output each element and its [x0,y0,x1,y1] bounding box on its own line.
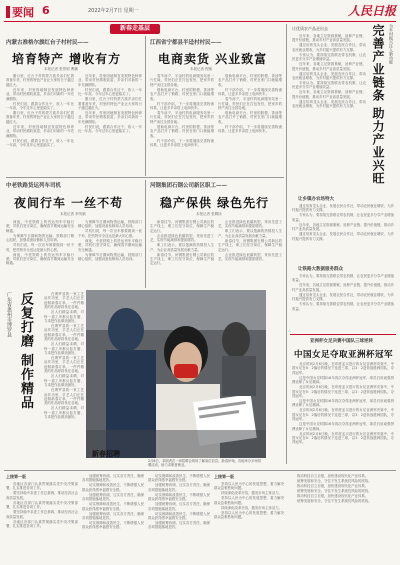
paragraph: 企业推进绿色低碳转型，采用先进工艺，实现节能减排和提质增效。 [150,233,214,243]
paragraph: 匠人们精益求精，对每一道工序都反复打磨，力求把作品做到最好。 [44,342,84,356]
masthead [0,0,400,22]
article-byline: 本报记者 李茂颖 [60,212,86,216]
paragraph: 职工们表示，要以饱满的热情投入生产，为企业高质量发展贡献力量。 [150,243,214,252]
paragraph: 切实保障和改善民生，不断增强人民群众获得感幸福感安全感。 [82,521,144,530]
paragraph: 近年来，村里因地制宜发展特色种养业，带动村民增收致富，乡亲们对新的一年充满期待。 [78,74,142,87]
bottom-column [214,474,284,562]
paragraph: 借助电商平台，村里的脐橙、茶油等农产品打开了销路，村民在家门口就能增收。 [218,111,282,124]
article-headline: 中国女足夺取亚洲杯冠军 [294,350,394,360]
article-kicker: 江西省宁都县半迳村村民—— [150,40,222,46]
paragraph: 切实保障和改善民生，不断增强人民群众获得感幸福感安全感。 [148,474,210,483]
article-body [150,74,214,174]
article-headline: 培育特产 增收有方 [12,52,122,66]
paragraph: 通过培育龙头企业、发展农民合作社，带动农民就业增收，为乡村振兴提供有力支撑。 [292,292,394,302]
paragraph: 北京时间2月6日晚，在印度孟买进行的女足亚洲杯决赛中，中国女足在0：2落后的情况下连进三球，以3：2逆转战胜韩国队，夺得冠军。 [292,362,394,375]
photo-illustration [86,290,266,458]
article-body [292,362,394,466]
page-number: 6 [42,4,50,17]
paragraph: 深夜，中老铁路上的货运列车平稳行驶，司机们坚守岗位，确保春节期间运输安全畅通。 [6,220,74,233]
paragraph: 各地区各部门认真贯彻落实党中央决策部署，扎实推进各项工作。 [6,500,78,510]
paragraph: 企业推进绿色低碳转型，采用先进工艺，实现节能减排和提质增效。 [218,252,282,262]
article-kicker: 亚洲杯女足决赛中国队三球逆转 [310,339,373,344]
paragraph: 通过培育龙头企业、发展农民合作社，带动农民就业增收，为乡村振兴提供有力支撑。 [292,71,366,81]
newspaper-logo: 人民日报 [348,4,397,18]
section-marker [6,6,10,18]
article-byline: 本报记者 程焕 [190,67,213,71]
paragraph: 春节前夕，半迳村的电商服务站里一片忙碌，村民们正在打包发货，把家乡的特产卖往全国各地。 [150,74,214,87]
paragraph: 村民们说，跟着合作社干，收入一年比一年高，今年过年心里更踏实了。 [78,124,142,134]
article-body [292,204,394,264]
paragraph: 村民们说，跟着合作社干，收入一年比一年高，今年过年心里更踏实了。 [6,138,74,148]
paragraph: 各地区各部门认真贯彻落实党中央决策部署，扎实推进各项工作。 [6,519,78,529]
paragraph: 专家认为，要持续完善联农带农机制，让农民更多分享产业增值收益。 [292,274,394,283]
paragraph: 加强统筹协调，压实各方责任，确保各项措施落地见效。 [82,511,144,521]
paragraph: 推动科技自立自强，加快建设现代化产业体系。 [297,484,369,488]
paragraph: 在博罗县的一家工艺品作坊里，手艺人们正在赶制新春订单，一件件精美的作品即将发往各地。 [44,356,84,374]
paragraph: 这是中国女足时隔16年再次夺得亚洲杯冠军，球员们用顽强拼搏诠释了女足精神。 [292,375,394,385]
article-body [6,74,74,174]
paragraph: 村干部介绍，下一步将继续完善物流体系，让更多乡亲搭上电商快车。 [150,101,214,111]
paragraph: 持续深化改革开放，激发市场主体活力。 [221,491,283,496]
photo-title: 新春招聘 [92,449,120,458]
column-divider [145,36,146,176]
paragraph: 新春佳节，河钢集团石钢公司新区的生产线上，职工们坚守岗位，保障生产稳定运行。 [218,238,282,252]
paragraph: 统筹发展和安全，守住不发生系统性风险的底线。 [297,489,372,493]
section-title: 要闻 [12,6,34,19]
paragraph: 近年来，各地立足资源禀赋，延伸产业链、提升价值链，推动乡村产业高质量发展。 [292,283,394,292]
article-body [78,220,142,288]
article-kicker: 广东省惠州市博罗县 [6,292,12,337]
paragraph: 近年来，村里因地制宜发展特色种养业，带动村民增收致富，乡亲们对新的一年充满期待。 [78,111,142,124]
bottom-section-rule [4,470,396,471]
paragraph: 为保障节日期间物资运输，铁路部门精心组织，加强设备检修和人员培训。 [6,233,74,243]
paragraph: 切实保障和改善民生，不断增强人民群众获得感幸福感安全感。 [82,483,144,492]
paragraph: 统筹发展和安全，守住不发生系统性风险的底线。 [297,499,372,503]
paragraph: 村干部介绍，下一步将继续完善物流体系，让更多乡亲搭上电商快车。 [218,124,282,134]
paragraph: 司机们说，每一次出车都要做到一丝不苟，把货物安全送达是最大的心愿。 [6,243,74,252]
paragraph: 村民们说，跟着合作社干，收入一年比一年高，今年过年心里更踏实了。 [78,87,142,97]
section-divider [6,177,284,178]
paragraph: 统筹发展和安全，守住不发生系统性风险的底线。 [297,479,372,483]
bottom-column [290,474,394,562]
paragraph: 北京时间2月6日晚，在印度孟买进行的女足亚洲杯决赛中，中国女足在0：2落后的情况下连进三球，以3：2逆转战胜韩国队，夺得冠军。 [292,385,394,399]
paragraph: 春节前夕，半迳村的电商服务站里一片忙碌，村民们正在打包发货，把家乡的特产卖往全国各地。 [150,111,214,124]
paragraph: 坚持以人民为中心的发展思想，着力解决群众急难愁盼问题。 [214,482,284,491]
paragraph: 借助电商平台，村里的脐橙、茶油等农产品打开了销路，村民在家门口就能增收。 [150,124,214,138]
paragraph: 为保障节日期间物资运输，铁路部门精心组织，加强设备检修和人员培训。 [78,252,142,262]
paragraph: 近年来，各地立足资源禀赋，延伸产业链、提升价值链，推动乡村产业高质量发展。 [292,90,366,99]
paragraph: 坚持以人民为中心的发展思想，着力解决群众急难愁盼问题。 [214,496,284,505]
article-headline: 夜间行车 一丝不苟 [14,196,124,210]
paragraph: 春节前夕，半迳村的电商服务站里一片忙碌，村民们正在打包发货，把家乡的特产卖往全国各地。 [218,97,282,111]
column-kicker: 上接第一版 [6,474,26,479]
paragraph: 新春佳节，河钢集团石钢公司新区的生产线上，职工们坚守岗位，保障生产稳定运行。 [150,220,214,233]
paragraph: 加强统筹协调，压实各方责任，确保各项措施落地见效。 [82,492,144,502]
article-body [44,292,84,464]
paragraph: 借助电商平台，村里的脐橙、茶油等农产品打开了销路，村民在家门口就能增收。 [218,74,282,87]
paragraph: 近年来，各地立足资源禀赋，延伸产业链、提升价值链，推动乡村产业高质量发展。 [292,222,394,232]
paragraph: 为保障节日期间物资运输，铁路部门精心组织，加强设备检修和人员培训。 [78,220,142,229]
paragraph: 匠人们精益求精，对每一道工序都反复打磨，力求把作品做到最好。 [44,374,84,388]
paragraph: 职工们表示，要以饱满的热情投入生产，为企业高质量发展贡献力量。 [218,229,282,238]
paragraph: 北京时间2月6日晚，在印度孟买进行的女足亚洲杯决赛中，中国女足在0：2落后的情况下连进三球，以3：2逆转战胜韩国队，夺得冠军。 [292,408,394,422]
bottom-column [148,474,210,562]
paragraph: 推动科技自立自强，加快建设现代化产业体系。 [297,494,369,498]
banner-label: 新春走基层 [119,25,150,32]
paragraph: 在博罗县的一家工艺品作坊里，手艺人们正在赶制新春订单，一件件精美的作品即将发往各地。 [44,388,84,406]
article-body [150,220,214,288]
article-subheadline: 为乡村振兴注入新动能 [389,24,394,64]
paragraph: 这是中国女足时隔16年再次夺得亚洲杯冠军，球员们用顽强拼搏诠释了女足精神。 [292,399,394,408]
article-body [292,34,366,194]
paragraph: 企业推进绿色低碳转型，采用先进工艺，实现节能减排和提质增效。 [218,220,282,229]
paragraph: 深夜，中老铁路上的货运列车平稳行驶，司机们坚守岗位，确保春节期间运输安全畅通。 [78,238,142,252]
paragraph: 新春佳节，河钢集团石钢公司新区的生产线上，职工们坚守岗位，保障生产稳定运行。 [150,252,214,266]
paragraph: 近年来，村里因地制宜发展特色种养业，带动村民增收致富，乡亲们对新的一年充满期待。 [6,124,74,138]
paragraph: 切实保障和改善民生，不断增强人民群众获得感幸福感安全感。 [82,502,144,511]
paragraph: 要坚持稳中求进工作总基调，推动经济社会高质量发展。 [6,491,78,500]
article-kicker: 中老铁路货运列车司机 [6,183,62,189]
paragraph: 腊月里，红台子村的蒙古族乡亲们忙着准备年货，村里的特色产业让大家的日子越过越红火。 [78,97,142,111]
paragraph: 专家认为，要持续完善联农带农机制，让农民更多分享产业增值收益。 [292,52,366,62]
article-byline: 本报记者 张景明 曹鹏 [44,67,78,71]
paragraph: 通过培育龙头企业、发展农民合作社，带动农民就业增收，为乡村振兴提供有力支撑。 [292,43,366,52]
paragraph: 各地区各部门认真贯彻落实党中央决策部署，扎实推进各项工作。 [6,482,78,491]
article-kicker: 内蒙古准格尔旗红台子村村民—— [6,40,89,46]
paragraph: 通过培育龙头企业、发展农民合作社，带动农民就业增收，为乡村振兴提供有力支撑。 [292,99,366,109]
paragraph: 近年来，村里因地制宜发展特色种养业，带动村民增收致富，乡亲们对新的一年充满期待。 [6,87,74,101]
section-kicker: 让优质农产品走出去 [292,26,328,31]
paragraph: 村干部介绍，下一步将继续完善物流体系，让更多乡亲搭上电商快车。 [218,87,282,97]
paragraph: 要坚持稳中求进工作总基调，推动经济社会高质量发展。 [6,510,78,519]
paragraph: 持续深化改革开放，激发市场主体活力。 [221,505,283,510]
paragraph: 在博罗县的一家工艺品作坊里，手艺人们正在赶制新春订单，一件件精美的作品即将发往各地。 [44,292,84,310]
paragraph: 坚持以人民为中心的发展思想，着力解决群众急难愁盼问题。 [214,510,284,520]
article-body [292,274,394,332]
paragraph: 在博罗县的一家工艺品作坊里，手艺人们正在赶制新春订单，一件件精美的作品即将发往各地。 [44,324,84,342]
paragraph: 村干部介绍，下一步将继续完善物流体系，让更多乡亲搭上电商快车。 [150,138,214,148]
paragraph: 匠人们精益求精，对每一道工序都反复打磨，力求把作品做到最好。 [44,310,84,324]
article-body [6,220,74,288]
column-divider [145,180,146,288]
paragraph: 加强统筹协调，压实各方责任，确保各项措施落地见效。 [148,502,210,511]
section-kicker: 让乡镇办农场特大 [298,197,334,202]
article-body [218,220,282,288]
paragraph: 北京时间2月6日晚，在印度孟买进行的女足亚洲杯决赛中，中国女足在0：2落后的情况下连进三球，以3：2逆转战胜韩国队，夺得冠军。 [292,431,394,445]
column-kicker: 上接第一版 [214,474,234,479]
paragraph: 腊月里，红台子村的蒙古族乡亲们忙着准备年货，村里的特色产业让大家的日子越过越红火。 [6,111,74,124]
paragraph: 腊月里，红台子村的蒙古族乡亲们忙着准备年货，村里的特色产业让大家的日子越过越红火。 [6,74,74,87]
paragraph: 司机们说，每一次出车都要做到一丝不苟，把货物安全送达是最大的心愿。 [78,229,142,238]
paragraph: 通过培育龙头企业、发展农民合作社，带动农民就业增收，为乡村振兴提供有力支撑。 [292,204,394,213]
news-photo [86,290,266,458]
paragraph: 近年来，各地立足资源禀赋，延伸产业链、提升价值链，推动乡村产业高质量发展。 [292,62,366,71]
paragraph: 专家认为，要持续完善联农带农机制，让农民更多分享产业增值收益。 [292,81,366,90]
issue-date: 2022年2月7日 星期一 [88,8,139,14]
paragraph: 加强统筹协调，压实各方责任，确保各项措施落地见效。 [82,474,144,483]
article-headline: 电商卖货 兴业致富 [158,52,268,66]
section-rule [290,334,396,335]
column-divider [286,24,287,464]
paragraph: 专家认为，要持续完善联农带农机制，让农民更多分享产业增值收益。 [292,213,394,222]
article-byline: 本报记者 张腾扬 [196,212,222,216]
paragraph: 匠人们精益求精，对每一道工序都反复打磨，力求把作品做到最好。 [44,406,84,420]
paragraph: 加强统筹协调，压实各方责任，确保各项措施落地见效。 [148,483,210,492]
masthead-rule [4,21,396,22]
paragraph: 专家认为，要持续完善联农带农机制，让农民更多分享产业增值收益。 [292,302,394,311]
paragraph: 通过培育龙头企业、发展农民合作社，带动农民就业增收，为乡村振兴提供有力支撑。 [292,232,394,241]
paragraph: 加强统筹协调，压实各方责任，确保各项措施落地见效。 [148,521,210,530]
section-kicker: 让铁路大数据服务群众 [298,267,343,272]
column-banner [110,24,160,34]
bottom-column [82,474,144,562]
bottom-column [6,474,78,562]
article-headline: 稳产保供 绿色先行 [160,196,270,210]
paragraph: 推动科技自立自强，加快建设现代化产业体系。 [297,474,369,478]
paragraph: 切实保障和改善民生，不断增强人民群众获得感幸福感安全感。 [148,511,210,521]
paragraph: 切实保障和改善民生，不断增强人民群众获得感幸福感安全感。 [148,492,210,502]
paragraph: 借助电商平台，村里的脐橙、茶油等农产品打开了销路，村民在家门口就能增收。 [150,87,214,101]
article-body [218,74,282,174]
article-kicker: 河钢集团石钢公司新区职工—— [150,183,228,189]
photo-caption: 2月6日，求职者在一场招聘会现场了解岗位信息。新春伊始，各地举办多场招聘活动，助力求职者就业。 [148,459,261,468]
paragraph: 深夜，中老铁路上的货运列车平稳行驶，司机们坚守岗位，确保春节期间运输安全畅通。 [6,252,74,266]
article-headline: 完善产业链条 助力产业兴旺 [371,24,385,186]
article-body [78,74,142,174]
paragraph: 村民们说，跟着合作社干，收入一年比一年高，今年过年心里更踏实了。 [6,101,74,111]
article-headline: 反复打磨 制作精品 [18,292,33,410]
paragraph: 近年来，各地立足资源禀赋，延伸产业链、提升价值链，推动乡村产业高质量发展。 [292,34,366,43]
paragraph: 这是中国女足时隔16年再次夺得亚洲杯冠军，球员们用顽强拼搏诠释了女足精神。 [292,422,394,431]
